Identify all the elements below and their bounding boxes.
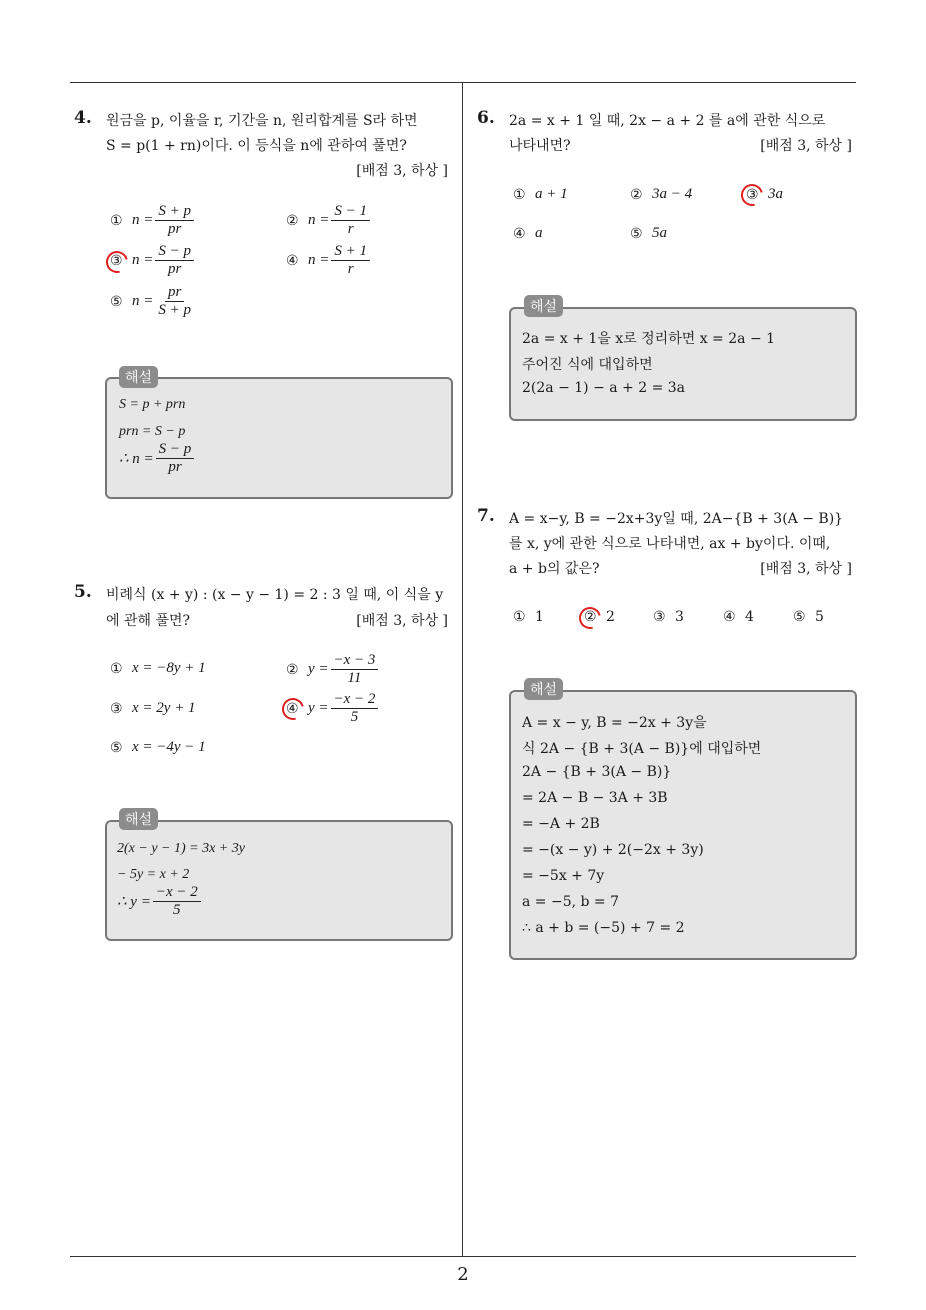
- option-1[interactable]: ① 1: [513, 609, 544, 625]
- answer-mark: [737, 180, 767, 210]
- solution-line: 식 2A − {B + 3(A − B)}에 대입하면: [522, 741, 762, 757]
- option-4[interactable]: ④ a: [513, 225, 543, 242]
- solution-line: = −5x + 7y: [522, 868, 605, 884]
- solution-line: − 5y = x + 2: [117, 867, 190, 882]
- option-5[interactable]: ⑤ 5: [793, 609, 824, 625]
- question-text: S = p(1 + rn)이다. 이 등식을 n에 관하여 풀면?: [106, 138, 407, 154]
- top-rule: [70, 82, 856, 83]
- solution-line: ∴ a + b = (−5) + 7 = 2: [522, 920, 685, 936]
- question-text: 에 관해 풀면?: [106, 613, 191, 629]
- option-1[interactable]: ① a + 1: [513, 186, 568, 203]
- question-number: 4.: [74, 108, 92, 128]
- solution-line: a = −5, b = 7: [522, 894, 620, 910]
- score-label: [배점 3, 하상 ]: [760, 138, 852, 154]
- solution-line: prn = S − p: [119, 424, 186, 439]
- option-3[interactable]: ③ n = $\frac{S - p}{pr}$: [110, 243, 196, 278]
- solution-tag: 해설: [524, 295, 563, 317]
- option-3[interactable]: ③ 3a: [746, 186, 783, 203]
- answer-mark: [575, 603, 605, 633]
- solution-line: A = x − y, B = −2x + 3y을: [522, 715, 707, 731]
- option-4[interactable]: ④ y = $\frac{-x - 2}{5}$: [286, 691, 380, 726]
- option-2[interactable]: ② 3a − 4: [630, 186, 693, 203]
- option-3[interactable]: ③ 3: [653, 609, 684, 625]
- option-4[interactable]: ④ 4: [723, 609, 754, 625]
- question-text: 를 x, y에 관한 식으로 나타내면, ax + by이다. 이때,: [509, 536, 831, 552]
- solution-line: 주어진 식에 대입하면: [522, 357, 653, 373]
- solution-line: S = p + prn: [119, 397, 186, 412]
- question-text: A = x−y, B = −2x+3y일 때, 2A−{B + 3(A − B)}: [509, 511, 844, 527]
- option-1[interactable]: ① x = −8y + 1: [110, 660, 206, 677]
- question-number: 6.: [477, 108, 495, 128]
- solution-line: = −(x − y) + 2(−2x + 3y): [522, 842, 704, 858]
- column-divider: [462, 82, 463, 1257]
- question-text: 나타내면?: [509, 138, 571, 154]
- option-2[interactable]: ② n = $\frac{S - 1}{r}$: [286, 203, 372, 238]
- solution-tag: 해설: [119, 808, 158, 830]
- solution-line: = −A + 2B: [522, 816, 600, 832]
- score-label: [배점 3, 하상 ]: [356, 613, 448, 629]
- question-number: 5.: [74, 582, 92, 602]
- option-5[interactable]: ⑤ x = −4y − 1: [110, 739, 206, 756]
- solution-line: ∴ n = $\frac{S - p}{pr}$: [119, 441, 196, 476]
- option-2[interactable]: ② 2: [584, 609, 615, 625]
- page-number: 2: [457, 1264, 469, 1285]
- solution-line: = 2A − B − 3A + 3B: [522, 790, 668, 806]
- option-5[interactable]: ⑤ 5a: [630, 225, 667, 242]
- score-label: [배점 3, 하상 ]: [760, 561, 852, 577]
- bottom-rule: [70, 1256, 856, 1257]
- question-text: a + b의 값은?: [509, 561, 600, 577]
- solution-tag: 해설: [119, 366, 158, 388]
- question-text: 원금을 p, 이율을 r, 기간을 n, 원리합계를 S라 하면: [106, 113, 418, 129]
- solution-line: 2(2a − 1) − a + 2 = 3a: [522, 380, 686, 396]
- option-1[interactable]: ① n = $\frac{S + p}{pr}$: [110, 203, 196, 238]
- option-4[interactable]: ④ n = $\frac{S + 1}{r}$: [286, 243, 372, 278]
- score-label: [배점 3, 하상 ]: [356, 163, 448, 179]
- option-3[interactable]: ③ x = 2y + 1: [110, 700, 196, 717]
- solution-line: ∴ y = $\frac{-x - 2}{5}$: [117, 884, 203, 919]
- question-text: 비례식 (x + y) : (x − y − 1) = 2 : 3 일 때, 이 식을 y: [106, 587, 444, 603]
- question-number: 7.: [477, 506, 495, 526]
- solution-line: 2A − {B + 3(A − B)}: [522, 764, 672, 780]
- solution-line: 2a = x + 1을 x로 정리하면 x = 2a − 1: [522, 331, 776, 347]
- option-2[interactable]: ② y = $\frac{-x - 3}{11}$: [286, 652, 380, 687]
- question-text: 2a = x + 1 일 때, 2x − a + 2 를 a에 관한 식으로: [509, 113, 826, 129]
- solution-tag: 해설: [524, 678, 563, 700]
- option-5[interactable]: ⑤ n = $\frac{pr}{S + p}$: [110, 284, 191, 318]
- solution-line: 2(x − y − 1) = 3x + 3y: [117, 841, 245, 856]
